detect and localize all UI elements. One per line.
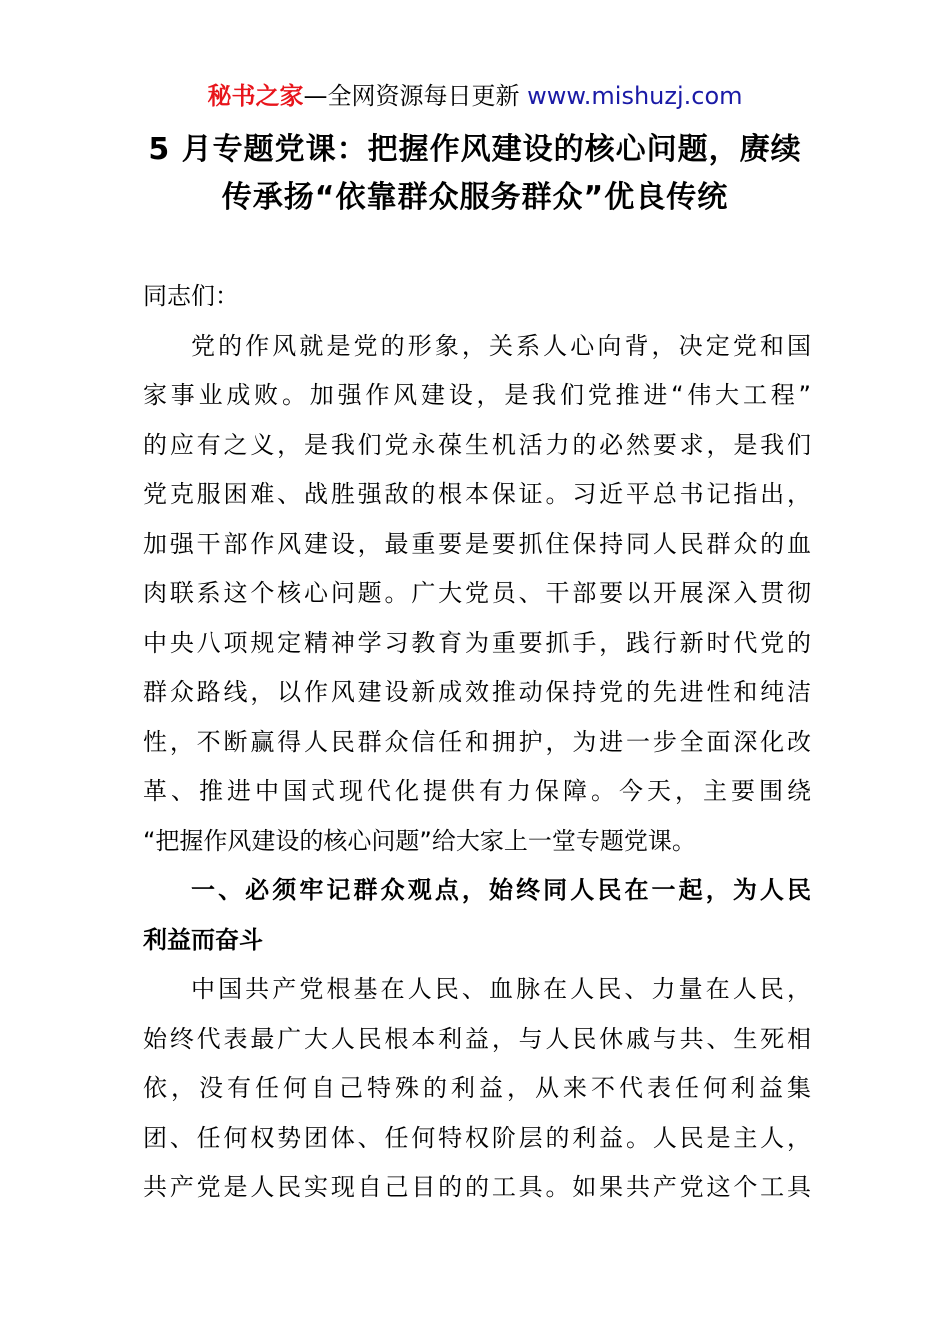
paragraph-line: 群众路线，以作风建设新成效推动保持党的先进性和纯洁 bbox=[143, 678, 811, 706]
title-line-1: 5 月专题党课：把握作风建设的核心问题，赓续 bbox=[148, 132, 802, 167]
paragraph-line: 中国共产党根基在人民、血脉在人民、力量在人民， bbox=[191, 975, 811, 1003]
paragraph-section-1 bbox=[143, 965, 811, 1213]
paragraph-line: 党克服困难、战胜强敌的根本保证。习近平总书记指出， bbox=[143, 480, 811, 508]
paragraph-line: 依，没有任何自己特殊的利益，从来不代表任何利益集 bbox=[143, 1074, 811, 1102]
paragraph-line: “把握作风建设的核心问题”给大家上一堂专题党课。 bbox=[143, 826, 696, 855]
heading-line: 利益而奋斗 bbox=[143, 925, 263, 954]
paragraph-line: 性，不断赢得人民群众信任和拥护，为进一步全面深化改 bbox=[143, 727, 811, 756]
paragraph-line: 家事业成败。加强作风建设，是我们党推进“伟大工程” bbox=[143, 381, 811, 409]
document-body bbox=[143, 272, 811, 1213]
paragraph-line: 团、任何权势团体、任何特权阶层的利益。人民是主人， bbox=[143, 1123, 811, 1152]
paragraph-line: 共产党是人民实现自己目的的工具。如果共产党这个工具 bbox=[143, 1173, 811, 1201]
site-url-link[interactable]: www.mishuzj.com bbox=[527, 82, 743, 110]
paragraph-line: 始终代表最广大人民根本利益，与人民休戚与共、生死相 bbox=[143, 1024, 811, 1053]
greeting: 同志们： bbox=[143, 282, 239, 310]
paragraph-line: 加强干部作风建设，最重要是要抓住保持同人民群众的血 bbox=[143, 529, 811, 558]
paragraph-line: 的应有之义，是我们党永葆生机活力的必然要求，是我们 bbox=[143, 430, 811, 459]
section-heading-1 bbox=[143, 866, 811, 965]
heading-line: 一、必须牢记群众观点，始终同人民在一起，为人民 bbox=[191, 876, 811, 904]
paragraph-line: 中央八项规定精神学习教育为重要抓手，践行新时代党的 bbox=[143, 628, 811, 657]
paragraph-line: 党的作风就是党的形象，关系人心向背，决定党和国 bbox=[191, 331, 811, 360]
document-title bbox=[120, 126, 830, 222]
site-header bbox=[0, 78, 950, 114]
paragraph-line: 肉联系这个核心问题。广大党员、干部要以开展深入贯彻 bbox=[143, 579, 811, 607]
brand-name: 秘书之家 bbox=[207, 82, 304, 110]
site-tagline: —全网资源每日更新 bbox=[303, 82, 528, 110]
title-line-2: 传承扬“依靠群众服务群众”优良传统 bbox=[221, 180, 729, 215]
paragraph-intro bbox=[143, 322, 811, 867]
paragraph-line: 革、推进中国式现代化提供有力保障。今天，主要围绕 bbox=[143, 777, 811, 805]
